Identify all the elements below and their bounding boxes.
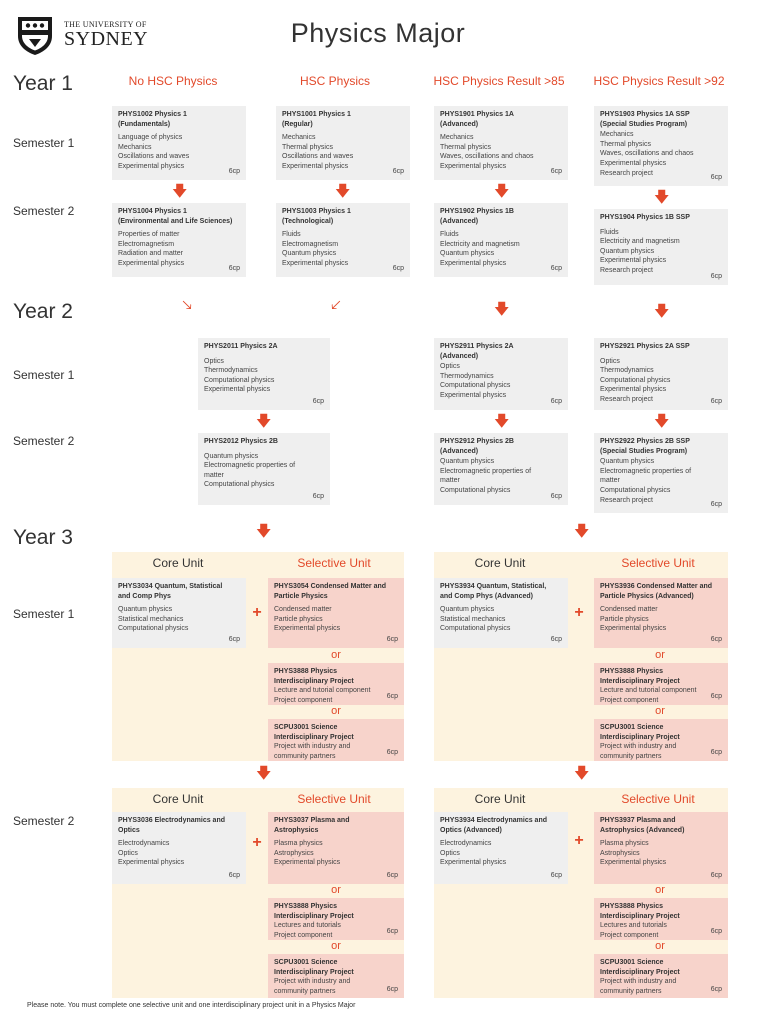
unit-topic: Experimental physics bbox=[600, 625, 667, 633]
unit-topic: Project with industry and bbox=[274, 978, 351, 986]
unit-subtitle: Particle Physics (Advanced) bbox=[600, 592, 694, 600]
selective-unit-heading: Selective Unit bbox=[297, 792, 371, 806]
credit-points: 6cp bbox=[710, 986, 722, 994]
or-separator: or bbox=[331, 649, 341, 661]
unit-topic: Electromagnetic properties of bbox=[440, 467, 532, 475]
core-unit-heading: Core Unit bbox=[474, 792, 526, 806]
year-3-semester-2-label: Semester 2 bbox=[13, 814, 75, 828]
unit-topic: Quantum physics bbox=[118, 606, 173, 614]
or-separator: or bbox=[655, 884, 665, 896]
university-name: SYDNEY bbox=[64, 28, 149, 50]
unit-topic: Quantum physics bbox=[440, 606, 495, 614]
unit-code: PHYS3888 Physics bbox=[600, 903, 664, 910]
unit-topic: Experimental physics bbox=[118, 162, 185, 170]
footer-note: Please note. You must complete one selective unit and one interdisciplinary project unit in a Physics Major bbox=[27, 1002, 356, 1009]
unit-subtitle: and Comp Phys bbox=[118, 592, 171, 600]
unit-topic: matter bbox=[600, 477, 620, 485]
unit-topic: Computational physics bbox=[204, 481, 275, 489]
unit-topic: Experimental physics bbox=[118, 259, 185, 267]
unit-code: PHYS2922 Physics 2B SSP bbox=[600, 438, 690, 445]
unit-card-phys2921 bbox=[594, 338, 728, 410]
unit-topic: Electricity and magnetism bbox=[440, 240, 520, 248]
unit-topic: matter bbox=[440, 477, 460, 485]
plus-icon: + bbox=[574, 604, 584, 621]
unit-card-scpu3001 bbox=[594, 954, 728, 998]
unit-topic: Astrophysics bbox=[274, 849, 314, 857]
unit-topic: community partners bbox=[600, 987, 662, 995]
year-3-label: Year 3 bbox=[13, 526, 73, 549]
column-heading-hsc-result-85: HSC Physics Result >85 bbox=[433, 74, 565, 88]
credit-points: 6cp bbox=[386, 986, 398, 994]
credit-points: 6cp bbox=[710, 872, 722, 880]
unit-subtitle: (Special Studies Program) bbox=[600, 447, 688, 455]
unit-card-phys2922 bbox=[594, 433, 728, 513]
unit-topic: Experimental physics bbox=[600, 386, 667, 394]
credit-points: 6cp bbox=[386, 872, 398, 880]
unit-code: PHYS3888 Physics bbox=[274, 668, 338, 675]
down-arrow-icon: 🡇 bbox=[494, 413, 510, 430]
unit-topic: Experimental physics bbox=[440, 391, 507, 399]
unit-subtitle: Particle Physics bbox=[274, 592, 328, 600]
unit-card-phys3037 bbox=[268, 812, 404, 884]
credit-points: 6cp bbox=[550, 493, 562, 501]
credit-points: 6cp bbox=[710, 398, 722, 406]
unit-topic: Experimental physics bbox=[282, 259, 349, 267]
unit-topic: Plasma physics bbox=[274, 840, 323, 848]
unit-topic: community partners bbox=[274, 752, 336, 760]
unit-topic: Optics bbox=[118, 849, 138, 857]
unit-topic: Computational physics bbox=[440, 625, 511, 633]
unit-topic: Thermal physics bbox=[600, 140, 651, 148]
down-arrow-icon: 🡇 bbox=[256, 765, 272, 782]
plus-icon: + bbox=[252, 834, 262, 851]
unit-code: PHYS3934 Electrodynamics and bbox=[440, 817, 547, 824]
credit-points: 6cp bbox=[392, 168, 404, 176]
unit-code: SCPU3001 Science bbox=[600, 959, 664, 966]
core-unit-heading: Core Unit bbox=[474, 556, 526, 570]
unit-card-phys1903 bbox=[594, 106, 728, 186]
unit-subtitle: Interdisciplinary Project bbox=[600, 733, 680, 741]
unit-topic: Language of physics bbox=[118, 134, 183, 142]
down-arrow-icon: 🡇 bbox=[574, 765, 590, 782]
unit-topic: Experimental physics bbox=[600, 257, 667, 265]
down-arrow-icon: 🡇 bbox=[654, 413, 670, 430]
unit-code: PHYS1002 Physics 1 bbox=[118, 111, 187, 118]
credit-points: 6cp bbox=[312, 398, 324, 406]
unit-code: PHYS2921 Physics 2A SSP bbox=[600, 343, 690, 350]
unit-topic: Mechanics bbox=[600, 131, 634, 139]
diagonal-arrow-icon: 🡗 bbox=[331, 297, 341, 314]
unit-code: PHYS3888 Physics bbox=[274, 903, 338, 910]
credit-points: 6cp bbox=[550, 398, 562, 406]
credit-points: 6cp bbox=[550, 265, 562, 273]
unit-topic: Electrodynamics bbox=[118, 840, 170, 848]
unit-code: PHYS2911 Physics 2A bbox=[440, 343, 514, 350]
core-unit-heading: Core Unit bbox=[152, 556, 204, 570]
unit-topic: Lecture and tutorial component bbox=[274, 687, 371, 695]
year-2-semester-2-label: Semester 2 bbox=[13, 434, 75, 448]
column-heading-hsc-result-92: HSC Physics Result >92 bbox=[593, 74, 725, 88]
unit-code: PHYS3034 Quantum, Statistical bbox=[118, 583, 223, 590]
unit-topic: Project with industry and bbox=[274, 743, 351, 751]
unit-card-phys3054 bbox=[268, 578, 404, 648]
unit-topic: Condensed matter bbox=[600, 606, 658, 614]
down-arrow-icon: 🡇 bbox=[172, 183, 188, 200]
unit-topic: Electromagnetism bbox=[282, 240, 339, 248]
unit-code: PHYS3937 Plasma and bbox=[600, 817, 676, 824]
unit-topic: Quantum physics bbox=[600, 458, 655, 466]
unit-code: PHYS3054 Condensed Matter and bbox=[274, 583, 387, 590]
unit-subtitle: (Fundamentals) bbox=[118, 120, 171, 128]
unit-topic: Electromagnetism bbox=[118, 240, 175, 248]
unit-topic: Electromagnetic properties of bbox=[204, 462, 296, 470]
credit-points: 6cp bbox=[710, 174, 722, 182]
unit-subtitle: Interdisciplinary Project bbox=[274, 677, 354, 685]
unit-topic: Computational physics bbox=[204, 376, 275, 384]
unit-topic: Fluids bbox=[600, 228, 619, 236]
unit-topic: Experimental physics bbox=[118, 859, 185, 867]
unit-card-phys3888 bbox=[268, 663, 404, 705]
unit-card-phys3888 bbox=[268, 898, 404, 940]
unit-subtitle: Interdisciplinary Project bbox=[274, 968, 354, 976]
unit-card-phys3036 bbox=[112, 812, 246, 884]
unit-code: PHYS1904 Physics 1B SSP bbox=[600, 214, 690, 221]
unit-code: PHYS2011 Physics 2A bbox=[204, 343, 278, 350]
unit-topic: community partners bbox=[600, 752, 662, 760]
unit-topic: Project component bbox=[274, 696, 333, 704]
unit-subtitle: Astrophysics (Advanced) bbox=[600, 826, 685, 834]
unit-topic: Project component bbox=[274, 931, 333, 939]
unit-card-phys3936 bbox=[594, 578, 728, 648]
down-arrow-icon: 🡇 bbox=[335, 183, 351, 200]
down-arrow-icon: 🡇 bbox=[256, 523, 272, 540]
unit-subtitle: Interdisciplinary Project bbox=[274, 733, 354, 741]
unit-topic: Computational physics bbox=[440, 486, 511, 494]
page-title: Physics Major bbox=[290, 18, 466, 48]
unit-subtitle: (Environmental and Life Sciences) bbox=[118, 217, 233, 225]
unit-topic: Quantum physics bbox=[440, 458, 495, 466]
unit-topic: Particle physics bbox=[600, 615, 649, 623]
unit-topic: Experimental physics bbox=[440, 162, 507, 170]
unit-card-phys2011 bbox=[198, 338, 330, 410]
unit-topic: Statistical mechanics bbox=[118, 615, 184, 623]
unit-topic: Research project bbox=[600, 266, 653, 274]
column-heading-hsc-physics: HSC Physics bbox=[299, 74, 370, 88]
unit-topic: Astrophysics bbox=[600, 849, 640, 857]
university-crest-logo bbox=[14, 14, 56, 56]
unit-code: SCPU3001 Science bbox=[274, 724, 338, 731]
unit-subtitle: Interdisciplinary Project bbox=[600, 968, 680, 976]
unit-code: PHYS2912 Physics 2B bbox=[440, 438, 514, 445]
unit-card-phys1001 bbox=[276, 106, 410, 180]
or-separator: or bbox=[331, 940, 341, 952]
column-heading-no-hsc-physics: No HSC Physics bbox=[128, 74, 218, 88]
unit-card-phys3937 bbox=[594, 812, 728, 884]
unit-code: PHYS1901 Physics 1A bbox=[440, 111, 514, 118]
credit-points: 6cp bbox=[228, 636, 240, 644]
unit-topic: Experimental physics bbox=[274, 859, 341, 867]
unit-topic: Experimental physics bbox=[600, 159, 667, 167]
unit-topic: Plasma physics bbox=[600, 840, 649, 848]
unit-card-scpu3001 bbox=[268, 954, 404, 998]
credit-points: 6cp bbox=[228, 265, 240, 273]
down-arrow-icon: 🡇 bbox=[494, 183, 510, 200]
unit-subtitle: Optics (Advanced) bbox=[440, 826, 502, 834]
unit-card-phys3934 bbox=[434, 578, 568, 648]
unit-topic: Oscillations and waves bbox=[118, 153, 190, 161]
unit-code: PHYS3936 Condensed Matter and bbox=[600, 583, 713, 590]
unit-topic: Research project bbox=[600, 169, 653, 177]
unit-card-scpu3001 bbox=[594, 719, 728, 761]
unit-topic: Computational physics bbox=[118, 625, 189, 633]
unit-topic: Optics bbox=[204, 357, 224, 365]
unit-code: PHYS3934 Quantum, Statistical, bbox=[440, 583, 547, 590]
credit-points: 6cp bbox=[386, 636, 398, 644]
selective-unit-heading: Selective Unit bbox=[297, 556, 371, 570]
credit-points: 6cp bbox=[386, 928, 398, 936]
unit-topic: Thermodynamics bbox=[440, 372, 494, 380]
unit-topic: Fluids bbox=[282, 231, 301, 239]
unit-topic: Thermal physics bbox=[440, 143, 491, 151]
unit-topic: Optics bbox=[600, 357, 620, 365]
credit-points: 6cp bbox=[386, 749, 398, 757]
unit-code: PHYS3037 Plasma and bbox=[274, 817, 350, 824]
or-separator: or bbox=[655, 649, 665, 661]
unit-topic: Research project bbox=[600, 395, 653, 403]
unit-topic: Condensed matter bbox=[274, 606, 332, 614]
unit-subtitle: (Advanced) bbox=[440, 447, 479, 455]
or-separator: or bbox=[655, 940, 665, 952]
unit-code: PHYS3888 Physics bbox=[600, 668, 664, 675]
unit-subtitle: (Advanced) bbox=[440, 120, 479, 128]
unit-topic: Particle physics bbox=[274, 615, 323, 623]
unit-topic: Fluids bbox=[440, 231, 459, 239]
or-separator: or bbox=[331, 884, 341, 896]
down-arrow-icon: 🡇 bbox=[654, 303, 670, 320]
down-arrow-icon: 🡇 bbox=[256, 413, 272, 430]
selective-unit-heading: Selective Unit bbox=[621, 556, 695, 570]
unit-code: PHYS1902 Physics 1B bbox=[440, 208, 514, 215]
unit-topic: Thermal physics bbox=[282, 143, 333, 151]
or-separator: or bbox=[331, 705, 341, 717]
unit-topic: Electrodynamics bbox=[440, 840, 492, 848]
unit-topic: Oscillations and waves bbox=[282, 153, 354, 161]
unit-code: PHYS1001 Physics 1 bbox=[282, 111, 351, 118]
unit-topic: Thermodynamics bbox=[204, 367, 258, 375]
down-arrow-icon: 🡇 bbox=[574, 523, 590, 540]
unit-code: SCPU3001 Science bbox=[600, 724, 664, 731]
unit-topic: Project with industry and bbox=[600, 743, 677, 751]
year-3-semester-1-label: Semester 1 bbox=[13, 607, 75, 621]
unit-subtitle: Interdisciplinary Project bbox=[600, 677, 680, 685]
plus-icon: + bbox=[574, 832, 584, 849]
unit-topic: Experimental physics bbox=[282, 162, 349, 170]
unit-topic: Radiation and matter bbox=[118, 250, 183, 258]
selective-unit-heading: Selective Unit bbox=[621, 792, 695, 806]
unit-topic: Quantum physics bbox=[282, 250, 337, 258]
unit-topic: Project with industry and bbox=[600, 978, 677, 986]
unit-code: PHYS1004 Physics 1 bbox=[118, 208, 187, 215]
unit-card-phys2911 bbox=[434, 338, 568, 410]
unit-card-phys1904 bbox=[594, 209, 728, 285]
unit-topic: matter bbox=[204, 471, 224, 479]
unit-code: PHYS2012 Physics 2B bbox=[204, 438, 278, 445]
credit-points: 6cp bbox=[550, 168, 562, 176]
unit-topic: Quantum physics bbox=[600, 247, 655, 255]
unit-subtitle: Optics bbox=[118, 826, 140, 834]
credit-points: 6cp bbox=[710, 749, 722, 757]
unit-topic: Computational physics bbox=[600, 486, 671, 494]
unit-card-phys1003 bbox=[276, 203, 410, 277]
credit-points: 6cp bbox=[710, 636, 722, 644]
unit-card-phys3934-electrodynamics bbox=[434, 812, 568, 884]
unit-topic: Research project bbox=[600, 496, 653, 504]
unit-topic: Experimental physics bbox=[440, 859, 507, 867]
unit-topic: Lecture and tutorial component bbox=[600, 687, 697, 695]
unit-subtitle: and Comp Phys (Advanced) bbox=[440, 592, 533, 600]
unit-card-phys3888 bbox=[594, 663, 728, 705]
credit-points: 6cp bbox=[392, 265, 404, 273]
unit-topic: Thermodynamics bbox=[600, 367, 654, 375]
credit-points: 6cp bbox=[710, 928, 722, 936]
unit-card-phys2012 bbox=[198, 433, 330, 505]
unit-topic: Mechanics bbox=[282, 134, 316, 142]
unit-subtitle: (Regular) bbox=[282, 120, 313, 128]
down-arrow-icon: 🡇 bbox=[494, 301, 510, 318]
unit-subtitle: Interdisciplinary Project bbox=[274, 912, 354, 920]
year-1-label: Year 1 bbox=[13, 72, 73, 95]
credit-points: 6cp bbox=[550, 872, 562, 880]
unit-card-scpu3001 bbox=[268, 719, 404, 761]
unit-card-phys3034 bbox=[112, 578, 246, 648]
credit-points: 6cp bbox=[710, 273, 722, 281]
year-2-semester-1-label: Semester 1 bbox=[13, 368, 75, 382]
unit-subtitle: (Special Studies Program) bbox=[600, 120, 688, 128]
down-arrow-icon: 🡇 bbox=[654, 189, 670, 206]
unit-subtitle: (Advanced) bbox=[440, 217, 479, 225]
unit-code: PHYS3036 Electrodynamics and bbox=[118, 817, 225, 824]
unit-topic: Electricity and magnetism bbox=[600, 238, 680, 246]
unit-topic: Computational physics bbox=[440, 382, 511, 390]
credit-points: 6cp bbox=[228, 872, 240, 880]
unit-card-phys1004 bbox=[112, 203, 246, 277]
credit-points: 6cp bbox=[710, 501, 722, 509]
unit-topic: Electromagnetic properties of bbox=[600, 467, 692, 475]
plus-icon: + bbox=[252, 604, 262, 621]
unit-topic: Optics bbox=[440, 363, 460, 371]
unit-topic: Properties of matter bbox=[118, 231, 180, 239]
unit-code: PHYS1003 Physics 1 bbox=[282, 208, 351, 215]
unit-topic: Waves, oscillations and chaos bbox=[600, 150, 694, 158]
credit-points: 6cp bbox=[386, 693, 398, 701]
unit-card-phys1901 bbox=[434, 106, 568, 180]
unit-topic: Mechanics bbox=[118, 143, 152, 151]
unit-card-phys1902 bbox=[434, 203, 568, 277]
credit-points: 6cp bbox=[228, 168, 240, 176]
credit-points: 6cp bbox=[710, 693, 722, 701]
unit-card-phys3888 bbox=[594, 898, 728, 940]
unit-topic: community partners bbox=[274, 987, 336, 995]
year-2-label: Year 2 bbox=[13, 300, 73, 323]
or-separator: or bbox=[655, 705, 665, 717]
unit-code: PHYS1903 Physics 1A SSP bbox=[600, 111, 690, 118]
unit-topic: Quantum physics bbox=[440, 250, 495, 258]
unit-topic: Quantum physics bbox=[204, 452, 259, 460]
year-1-semester-2-label: Semester 2 bbox=[13, 204, 75, 218]
unit-topic: Computational physics bbox=[600, 376, 671, 384]
credit-points: 6cp bbox=[550, 636, 562, 644]
unit-topic: Lectures and tutorials bbox=[600, 922, 667, 930]
unit-subtitle: Astrophysics bbox=[274, 826, 319, 834]
unit-topic: Lectures and tutorials bbox=[274, 922, 341, 930]
unit-topic: Experimental physics bbox=[600, 859, 667, 867]
core-unit-heading: Core Unit bbox=[152, 792, 204, 806]
unit-topic: Experimental physics bbox=[440, 259, 507, 267]
unit-topic: Project component bbox=[600, 696, 659, 704]
unit-subtitle: Interdisciplinary Project bbox=[600, 912, 680, 920]
unit-topic: Statistical mechanics bbox=[440, 615, 506, 623]
unit-card-phys2912 bbox=[434, 433, 568, 505]
unit-code: SCPU3001 Science bbox=[274, 959, 338, 966]
unit-topic: Optics bbox=[440, 849, 460, 857]
unit-subtitle: (Technological) bbox=[282, 217, 334, 225]
unit-topic: Experimental physics bbox=[274, 625, 341, 633]
unit-card-phys1002 bbox=[112, 106, 246, 180]
university-name-top: THE UNIVERSITY OF bbox=[64, 20, 147, 29]
diagonal-arrow-icon: 🡖 bbox=[182, 297, 192, 314]
unit-topic: Project component bbox=[600, 931, 659, 939]
unit-subtitle: (Advanced) bbox=[440, 352, 479, 360]
unit-topic: Waves, oscillations and chaos bbox=[440, 153, 534, 161]
unit-topic: Mechanics bbox=[440, 134, 474, 142]
year-1-semester-1-label: Semester 1 bbox=[13, 136, 75, 150]
unit-topic: Experimental physics bbox=[204, 386, 271, 394]
credit-points: 6cp bbox=[312, 493, 324, 501]
